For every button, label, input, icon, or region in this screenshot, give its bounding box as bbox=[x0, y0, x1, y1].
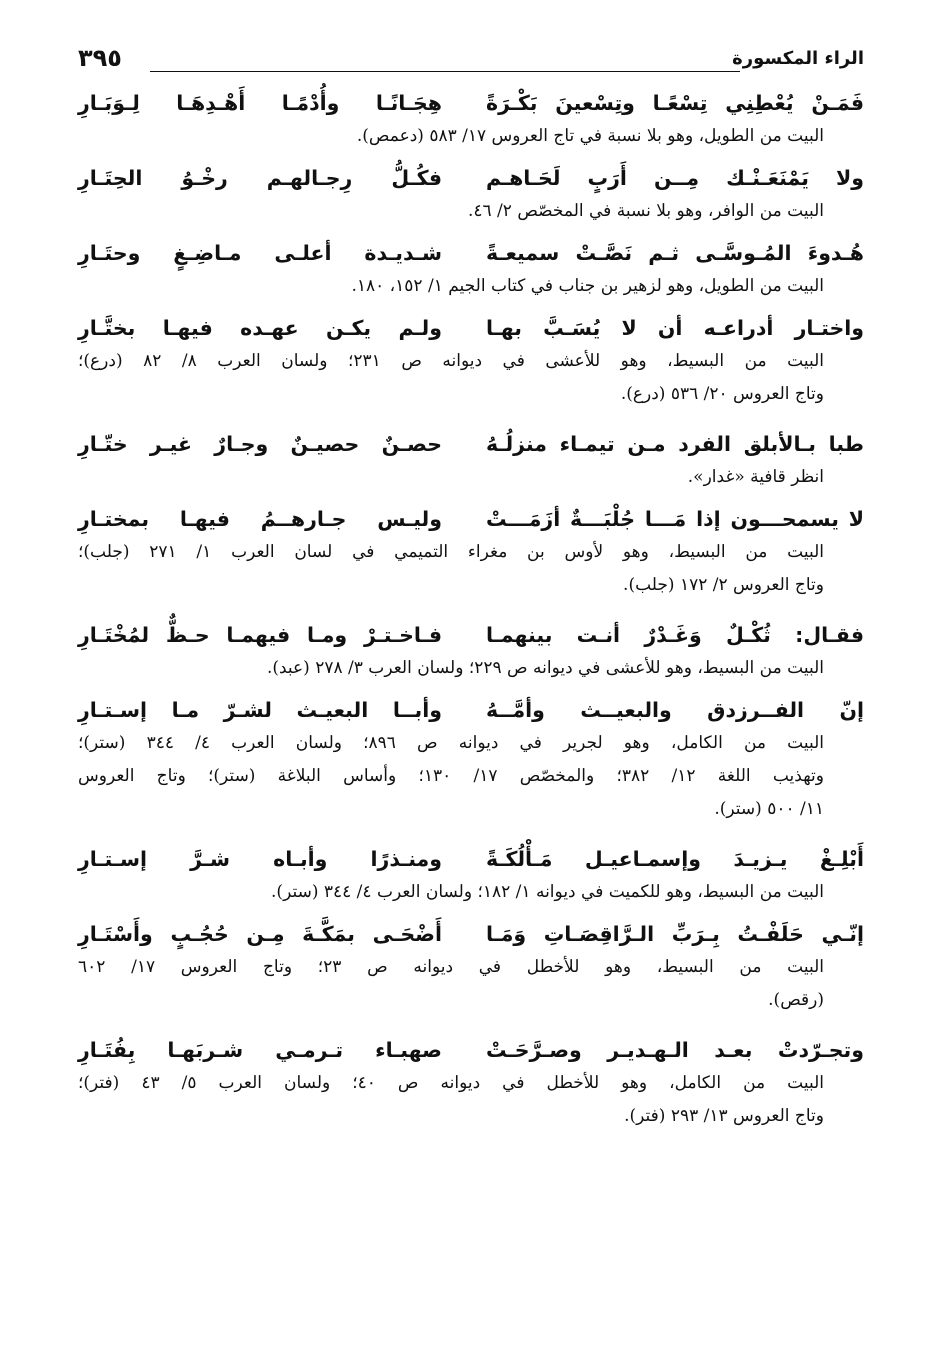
verse-second-hemistich: شـديـدة أعلـى مـاضِـغٍ وحتَـارِ bbox=[78, 241, 442, 265]
entry-spacer bbox=[78, 411, 864, 419]
entry-spacer bbox=[78, 1017, 864, 1025]
verse-line bbox=[78, 685, 864, 727]
verse-second-hemistich: هِجَـانًـا وأُدْمًـا أَهْـدِهَـا لِـوَبَـارِ bbox=[78, 91, 442, 115]
verse-line bbox=[78, 834, 864, 876]
verse-first-hemistich: هُـدوءَ المُـوسَّـى ثـم نَصَّـتْ سميعـةً bbox=[486, 241, 864, 265]
verse-note bbox=[78, 195, 864, 228]
entry-spacer bbox=[78, 826, 864, 834]
verse-note bbox=[78, 876, 864, 909]
verse-note bbox=[78, 120, 864, 153]
verse-first-hemistich: أَبْلِـغْ يـزيـدَ وإسمـاعيـل مَـأْلُكَـةً bbox=[486, 847, 864, 871]
note-line: وتاج العروس ٢/ ١٧٢ (جلب). bbox=[623, 575, 824, 595]
note-line: البيت من البسيط، وهو للكميت في ديوانه ١/ ١٨٢؛ ولسان العرب ٤/ ٣٤٤ (ستر). bbox=[271, 882, 824, 902]
verse-line bbox=[78, 228, 864, 270]
note-line: البيت من الطويل، وهو بلا نسبة في تاج العروس ١٧/ ٥٨٣ (دعمص). bbox=[356, 126, 824, 146]
verse-line bbox=[78, 303, 864, 345]
note-line: (رقص). bbox=[768, 990, 824, 1010]
verse-second-hemistich: فكُـلُّ رِجـالهـم رخْـوُ الحِتَـارِ bbox=[78, 166, 442, 190]
entries-list bbox=[78, 78, 864, 1141]
verse-second-hemistich: صهبـاء تـرمـي شـربَهـا بِفُتَـارِ bbox=[78, 1038, 442, 1062]
verse-first-hemistich: إنّ الفــرزدق والبعيــث وأمَّــهُ bbox=[486, 698, 864, 722]
verse-first-hemistich: وتجـرّدتْ بعـد الـهـديـر وصـرَّحَـتْ bbox=[486, 1038, 864, 1062]
verse-line bbox=[78, 909, 864, 951]
verse-note bbox=[78, 270, 864, 303]
verse-second-hemistich: أَضْحَـى بمَكَّـةَ مِـن حُجُـبٍ وأَسْتَـارِ bbox=[78, 922, 442, 946]
verse-note bbox=[78, 345, 864, 411]
verse-line bbox=[78, 494, 864, 536]
book-page bbox=[78, 40, 864, 1330]
header-rule bbox=[150, 71, 740, 72]
verse-second-hemistich: ومنـذرًا وأبـاه شـرَّ إسـتـارِ bbox=[78, 847, 442, 871]
verse-first-hemistich: واختـار أدراعـه أن لا يُسَـبَّ بهـا bbox=[486, 316, 864, 340]
verse-line bbox=[78, 78, 864, 120]
note-line: البيت من البسيط، وهو للأعشى في ديوانه ص ٢٣١؛ ولسان العرب ٨/ ٨٢ (درع)؛ bbox=[78, 351, 824, 371]
verse-second-hemistich: وأبــا البعيـث لشـرّ مـا إسـتـارِ bbox=[78, 698, 442, 722]
verse-second-hemistich: ولـم يكـن عهـده فيهـا بختَّـارِ bbox=[78, 316, 442, 340]
page-number: ٣٩٥ bbox=[78, 44, 122, 72]
note-line: وتهذيب اللغة ١٢/ ٣٨٢؛ والمخصّص ١٧/ ١٣٠؛ وأساس البلاغة (ستر)؛ وتاج العروس bbox=[78, 766, 824, 786]
note-line: البيت من البسيط، وهو للأخطل في ديوانه ص ٢٣؛ وتاج العروس ١٧/ ٦٠٢ bbox=[78, 957, 824, 977]
note-line: البيت من البسيط، وهو للأعشى في ديوانه ص ٢٢٩؛ ولسان العرب ٣/ ٢٧٨ (عبد). bbox=[266, 658, 824, 678]
verse-second-hemistich: وليـس جـارهــمُ فيهـا بمختـارِ bbox=[78, 507, 442, 531]
note-line: وتاج العروس ١٣/ ٢٩٣ (فتر). bbox=[624, 1106, 824, 1126]
note-line: ١١/ ٥٠٠ (ستر). bbox=[714, 799, 824, 819]
note-line: وتاج العروس ٢٠/ ٥٣٦ (درع). bbox=[620, 384, 824, 404]
verse-line bbox=[78, 419, 864, 461]
verse-note bbox=[78, 536, 864, 602]
verse-note bbox=[78, 951, 864, 1017]
entry-spacer bbox=[78, 602, 864, 610]
verse-line bbox=[78, 153, 864, 195]
verse-line bbox=[78, 1025, 864, 1067]
note-line: البيت من الكامل، وهو لجرير في ديوانه ص ٨٩٦؛ ولسان العرب ٤/ ٣٤٤ (ستر)؛ bbox=[78, 733, 824, 753]
verse-second-hemistich: حصـنٌ حصيـنٌ وجـارٌ غيـر ختّـارِ bbox=[78, 432, 442, 456]
verse-note bbox=[78, 727, 864, 826]
verse-line bbox=[78, 610, 864, 652]
entry-spacer bbox=[78, 1133, 864, 1141]
verse-note bbox=[78, 1067, 864, 1133]
section-title: الراء المكسورة bbox=[732, 48, 864, 69]
verse-note bbox=[78, 652, 864, 685]
note-line: البيت من الوافر، وهو بلا نسبة في المخصّص ٢/ ٤٦. bbox=[467, 201, 824, 221]
verse-second-hemistich: فـاخـتـرْ ومـا فيهمـا حـظٌّ لمُخْتَـارِ bbox=[78, 623, 442, 647]
verse-first-hemistich: إنّـي حَلَفْـتُ بِـرَبِّ الـرَّاقِصَـاتِ وَمَـا bbox=[486, 922, 864, 946]
verse-first-hemistich: فقـال: ثُكْـلٌ وَغَـدْرٌ أنـت بينهمـا bbox=[486, 623, 864, 647]
page-header bbox=[78, 40, 864, 78]
note-line: البيت من الطويل، وهو لزهير بن جناب في كتاب الجيم ١/ ١٥٢، ١٨٠. bbox=[351, 276, 824, 296]
note-line: البيت من البسيط، وهو لأوس بن مغراء التميمي في لسان العرب ١/ ٢٧١ (جلب)؛ bbox=[78, 542, 824, 562]
verse-note bbox=[78, 461, 864, 494]
verse-first-hemistich: لا يسمحـــون إذا مَـــا جُلْبَـــةٌ أزَمَـــتْ bbox=[486, 507, 864, 531]
verse-first-hemistich: طبا بـالأبلق الفرد مـن تيمـاء منزلُـهُ bbox=[486, 432, 864, 456]
note-line: البيت من الكامل، وهو للأخطل في ديوانه ص ٤٠؛ ولسان العرب ٥/ ٤٣ (فتر)؛ bbox=[78, 1073, 824, 1093]
verse-first-hemistich: فَمَـنْ يُعْطِنِي تِسْعًـا وتِسْعينَ بَكْـرَةً bbox=[486, 91, 864, 115]
verse-first-hemistich: ولا يَمْنَعَـنْـك مِــن أَرَبٍ لَحَـاهـم bbox=[486, 166, 864, 190]
note-line: انظر قافية «غدار». bbox=[687, 467, 824, 487]
